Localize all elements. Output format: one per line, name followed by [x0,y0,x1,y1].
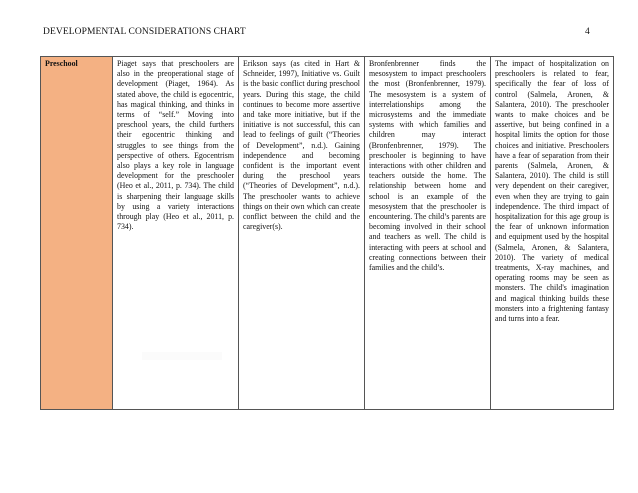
running-head: DEVELOPMENTAL CONSIDERATIONS CHART [43,27,246,37]
page-header [0,0,638,60]
stage-label-cell [41,57,113,410]
hospitalization-text: The impact of hospitalization on preschoolers is related to fear, specifically the fear of loss of control (Salmela, Aronen, & Salantera, 2010). The preschooler wants to make choices and be assertive, but being confined in a hospital limits the option for those choices and initiative. Preschoolers have a fear of separation from their parents (Salmela, Aronen, & Salantera, 2010). The child is still very dependent on their caregiver, even when they are trying to gain independence. The third impact of hospitalization for this age group is the fear of unknown information and equipment used by the hospital (Salmela, Aronen, & Salantera, 2010). The variety of medical treatments, X-ray machines, and operating rooms may be seen as monsters. The child's imagination and magical thinking builds these monsters into a frightening fantasy and turns into a fear. [495,59,609,324]
erikson-cell [239,57,365,410]
page-number: 4 [585,27,590,37]
faint-placeholder-box [142,352,222,360]
developmental-chart-table [40,56,614,410]
table-row [41,57,614,410]
stage-label: Preschool [45,59,78,68]
erikson-text: Erikson says (as cited in Hart & Schneider, 1997), Initiative vs. Guilt is the basic conflict during preschool years. During this stage, the child continues to become more assertive and take more initiative, but if the initiative is not successful, this can lead to feelings of guilt (“Theories of Development”, n.d.). Gaining independence and becoming confident is the important event during the preschool years (“Theories of Development”, n.d.). The preschooler wants to achieve things on their own which can create conflict between the child and the caregiver(s). [243,59,360,232]
bronfenbrenner-text: Bronfenbrenner finds the mesosystem to impact preschoolers the most (Bronfenbrenner, 1979). The mesosystem is a system of interrelationships among the microsystems and the immediate systems with which families and children may interact (Bronfenbrenner, 1979). The preschooler is beginning to have interactions with other children and teachers outside the home. The relationship between home and school is an example of the mesosystem that the preschooler is encountering. The child’s parents are becoming involved in their school and teachers as well. The child is interacting with peers at school and creating connections between their families and the child’s. [369,59,486,273]
hospitalization-cell [491,57,614,410]
bronfenbrenner-cell [365,57,491,410]
piaget-text: Piaget says that preschoolers are also in the preoperational stage of development (Piaget, 1964). As stated above, the child is egocentric, has magical thinking, and thinks in terms of “self.” Moving into preschool years, the child furthers their egocentric thinking and struggles to see things from the perspective of others. Egocentrism also plays a key role in language development for the preschooler (Heo et al., 2011, p. 734). The child is sharpening their language skills by using a variety interactions through play (Heo et al., 2011, p. 734). [117,59,234,232]
